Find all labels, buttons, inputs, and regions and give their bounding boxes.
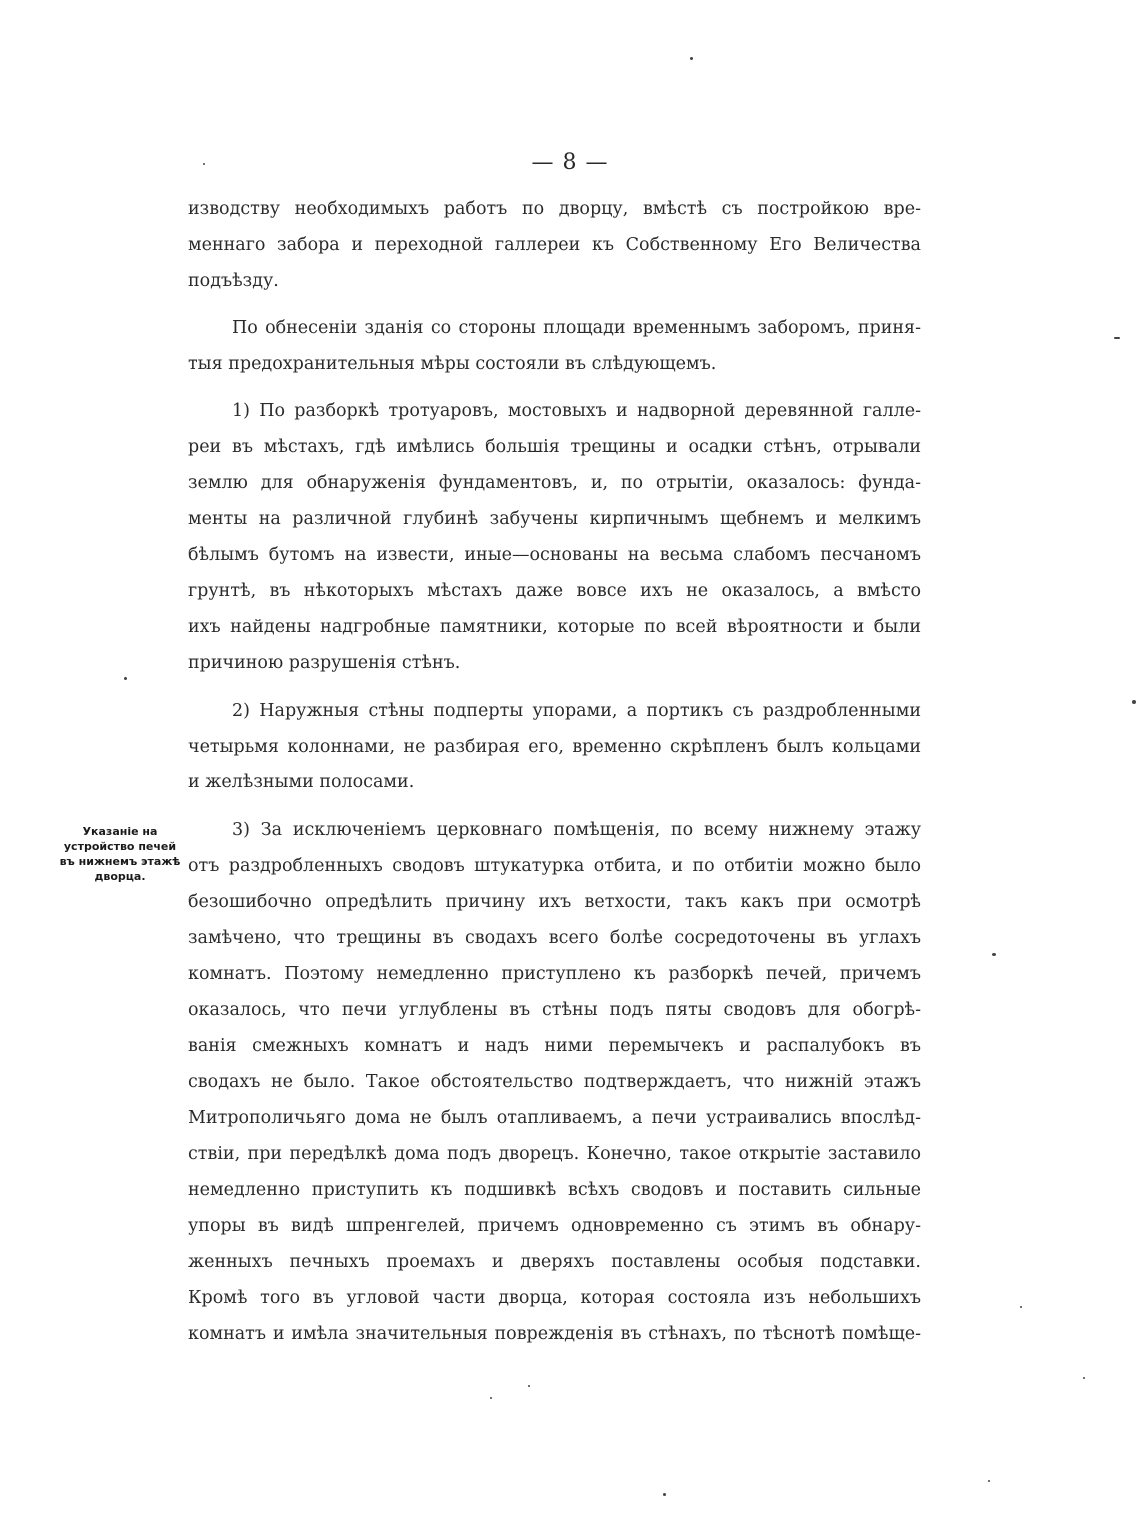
scan-speck <box>203 163 205 165</box>
text-line: землю для обнаруженія фундаментовъ, и, по отрытіи, оказалось: фунда- <box>188 473 921 493</box>
text-line: ихъ найдены надгробные памятники, которые по всей вѣроятности и были <box>188 617 921 637</box>
text-line: комнатъ. Поэтому немедленно приступлено къ разборкѣ печей, причемъ <box>188 964 921 984</box>
text-line: ванія смежныхъ комнатъ и надъ ними перемычекъ и распалубокъ въ <box>188 1036 921 1056</box>
text-line: женныхъ печныхъ проемахъ и дверяхъ поставлены особыя подставки. <box>188 1252 921 1272</box>
scan-speck <box>1020 1306 1022 1308</box>
text-line: бѣлымъ бутомъ на извести, иные—основаны на весьма слабомъ песчаномъ <box>188 545 921 565</box>
text-line: изводству необходимыхъ работъ по дворцу, вмѣстѣ съ постройкою вре- <box>188 199 921 219</box>
text-line: реи въ мѣстахъ, гдѣ имѣлись большія трещины и осадки стѣнъ, отрывали <box>188 437 921 457</box>
scan-speck <box>663 1493 666 1496</box>
scan-speck <box>490 1397 492 1399</box>
scan-speck <box>690 57 693 60</box>
text-line: упоры въ видѣ шпренгелей, причемъ одновременно съ этимъ въ обнару- <box>188 1216 921 1236</box>
text-line: отъ раздробленныхъ сводовъ штукатурка отбита, и по отбитіи можно было <box>188 856 921 876</box>
text-line: подъѣзду. <box>188 271 279 291</box>
margin-note-line: въ нижнемъ этажѣ <box>59 855 181 868</box>
text-line: комнатъ и имѣла значительныя поврежденія въ стѣнахъ, по тѣснотѣ помѣще- <box>188 1324 921 1344</box>
text-line: оказалось, что печи углублены въ стѣны подъ пяты сводовъ для обогрѣ- <box>188 1000 921 1020</box>
text-line: и желѣзными полосами. <box>188 772 415 792</box>
scan-speck <box>1083 1377 1085 1379</box>
text-line: Митрополичьяго дома не былъ отапливаемъ, а печи устраивались впослѣд- <box>188 1108 921 1128</box>
scan-speck <box>988 1480 990 1482</box>
text-line: четырьмя колоннами, не разбирая его, временно скрѣпленъ былъ кольцами <box>188 737 921 757</box>
margin-note-line: устройство печей <box>63 840 177 853</box>
scan-speck <box>1132 700 1136 704</box>
text-line: немедленно приступить къ подшивкѣ всѣхъ сводовъ и поставить сильные <box>188 1180 921 1200</box>
text-line: безошибочно опредѣлить причину ихъ ветхости, такъ какъ при осмотрѣ <box>188 892 921 912</box>
text-line: 1) По разборкѣ тротуаровъ, мостовыхъ и надворной деревянной галле- <box>232 401 921 421</box>
text-line: 2) Наружныя стѣны подперты упорами, а портикъ съ раздробленными <box>232 701 921 721</box>
text-line: Кромѣ того въ угловой части дворца, которая состояла изъ небольшихъ <box>188 1288 921 1308</box>
text-line: По обнесеніи зданія со стороны площади временнымъ заборомъ, приня- <box>232 318 921 338</box>
text-line: сводахъ не было. Такое обстоятельство подтверждаетъ, что нижній этажъ <box>188 1072 921 1092</box>
margin-note-line: дворца. <box>94 870 146 883</box>
page-number: — 8 — <box>531 150 609 175</box>
text-line: замѣчено, что трещины въ сводахъ всего болѣе сосредоточены въ углахъ <box>188 928 921 948</box>
scan-speck <box>124 677 127 680</box>
text-line: тыя предохранительныя мѣры состояли въ слѣдующемъ. <box>188 354 717 374</box>
text-line: меннаго забора и переходной галлереи къ Собственному Его Величества <box>188 235 921 255</box>
scan-speck <box>528 1385 530 1387</box>
margin-note-line: Указаніе на <box>82 825 158 838</box>
margin-note <box>58 824 182 884</box>
text-line: грунтѣ, въ нѣкоторыхъ мѣстахъ даже вовсе ихъ не оказалось, а вмѣсто <box>188 581 921 601</box>
text-line: ствіи, при передѣлкѣ дома подъ дворецъ. Конечно, такое открытіе заставило <box>188 1144 921 1164</box>
scan-speck <box>1114 337 1120 339</box>
scan-speck <box>992 953 996 956</box>
text-line: причиною разрушенія стѣнъ. <box>188 653 461 673</box>
text-line: менты на различной глубинѣ забучены кирпичнымъ щебнемъ и мелкимъ <box>188 509 921 529</box>
text-line: 3) За исключеніемъ церковнаго помѣщенія, по всему нижнему этажу <box>232 820 921 840</box>
